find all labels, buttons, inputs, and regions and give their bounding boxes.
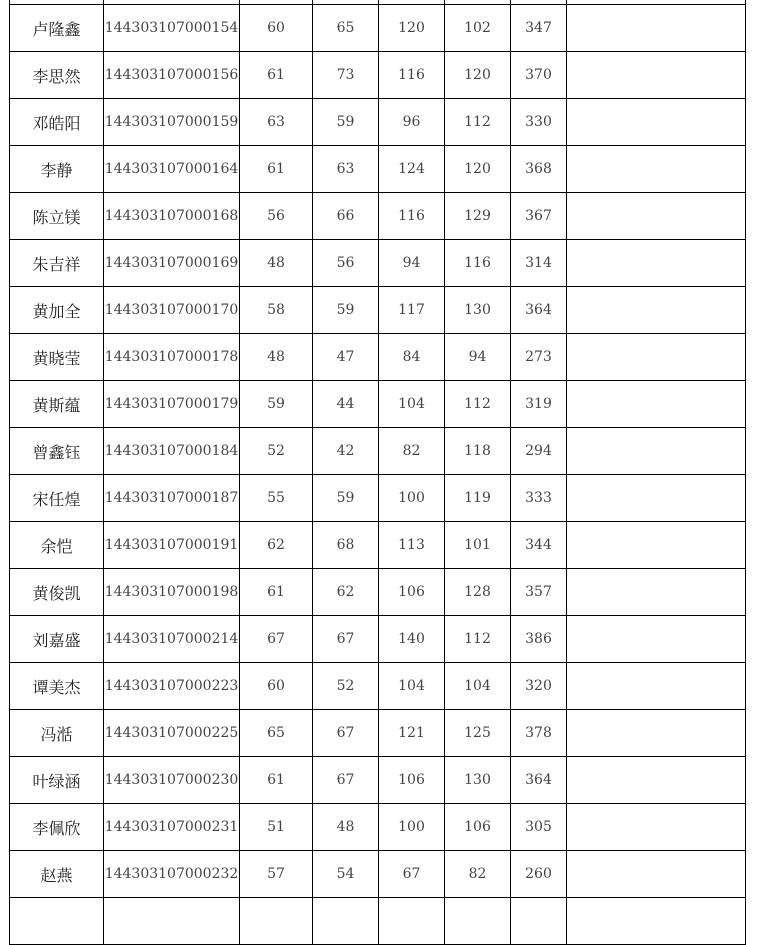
student-name: 叶绿涵 xyxy=(10,757,104,804)
student-name: 卢隆鑫 xyxy=(10,5,104,52)
score-1: 48 xyxy=(240,334,313,381)
candidate-id: 144303107000184 xyxy=(104,428,240,475)
total-score: 364 xyxy=(511,757,567,804)
student-name: 黄晓莹 xyxy=(10,334,104,381)
score-1: 60 xyxy=(240,5,313,52)
score-4: 112 xyxy=(445,616,511,663)
table-row xyxy=(10,428,746,475)
total-score: 294 xyxy=(511,428,567,475)
candidate-id: 144303107000159 xyxy=(104,99,240,146)
table-row xyxy=(10,381,746,428)
total-score: 273 xyxy=(511,334,567,381)
candidate-id: 144303107000170 xyxy=(104,287,240,334)
student-name: 邓皓阳 xyxy=(10,99,104,146)
partial-cell xyxy=(240,898,313,945)
score-4: 129 xyxy=(445,193,511,240)
score-3: 82 xyxy=(379,428,445,475)
partial-cell xyxy=(104,898,240,945)
total-score: 319 xyxy=(511,381,567,428)
score-3: 100 xyxy=(379,804,445,851)
total-score: 320 xyxy=(511,663,567,710)
table-row xyxy=(10,804,746,851)
total-score: 378 xyxy=(511,710,567,757)
table-row xyxy=(10,287,746,334)
note-cell xyxy=(567,757,746,804)
score-2: 47 xyxy=(313,334,379,381)
total-score: 357 xyxy=(511,569,567,616)
total-score: 347 xyxy=(511,5,567,52)
score-2: 65 xyxy=(313,5,379,52)
score-4: 82 xyxy=(445,851,511,898)
score-4: 118 xyxy=(445,428,511,475)
note-cell xyxy=(567,663,746,710)
table-row xyxy=(10,193,746,240)
score-3: 94 xyxy=(379,240,445,287)
total-score: 344 xyxy=(511,522,567,569)
note-cell xyxy=(567,5,746,52)
score-1: 56 xyxy=(240,193,313,240)
score-4: 106 xyxy=(445,804,511,851)
candidate-id: 144303107000225 xyxy=(104,710,240,757)
score-2: 62 xyxy=(313,569,379,616)
table-row xyxy=(10,710,746,757)
score-1: 57 xyxy=(240,851,313,898)
table-row xyxy=(10,146,746,193)
student-name: 黄斯蕴 xyxy=(10,381,104,428)
student-name: 冯湉 xyxy=(10,710,104,757)
partial-cell xyxy=(313,898,379,945)
score-3: 121 xyxy=(379,710,445,757)
student-name: 刘嘉盛 xyxy=(10,616,104,663)
total-score: 367 xyxy=(511,193,567,240)
note-cell xyxy=(567,851,746,898)
score-4: 112 xyxy=(445,381,511,428)
score-table xyxy=(9,0,746,945)
note-cell xyxy=(567,804,746,851)
note-cell xyxy=(567,710,746,757)
score-3: 100 xyxy=(379,475,445,522)
score-1: 61 xyxy=(240,52,313,99)
table-row xyxy=(10,569,746,616)
total-score: 330 xyxy=(511,99,567,146)
table-row xyxy=(10,851,746,898)
candidate-id: 144303107000232 xyxy=(104,851,240,898)
score-1: 61 xyxy=(240,757,313,804)
note-cell xyxy=(567,146,746,193)
note-cell xyxy=(567,569,746,616)
note-cell xyxy=(567,240,746,287)
score-4: 119 xyxy=(445,475,511,522)
score-3: 67 xyxy=(379,851,445,898)
total-score: 386 xyxy=(511,616,567,663)
score-3: 96 xyxy=(379,99,445,146)
partial-cell xyxy=(567,898,746,945)
score-2: 66 xyxy=(313,193,379,240)
note-cell xyxy=(567,428,746,475)
score-2: 48 xyxy=(313,804,379,851)
score-1: 63 xyxy=(240,99,313,146)
candidate-id: 144303107000231 xyxy=(104,804,240,851)
score-4: 128 xyxy=(445,569,511,616)
student-name: 曾鑫钰 xyxy=(10,428,104,475)
candidate-id: 144303107000179 xyxy=(104,381,240,428)
table-row xyxy=(10,52,746,99)
score-3: 104 xyxy=(379,663,445,710)
student-name: 谭美杰 xyxy=(10,663,104,710)
candidate-id: 144303107000198 xyxy=(104,569,240,616)
note-cell xyxy=(567,99,746,146)
table-row xyxy=(10,475,746,522)
score-4: 130 xyxy=(445,287,511,334)
score-4: 130 xyxy=(445,757,511,804)
score-3: 116 xyxy=(379,52,445,99)
table-row xyxy=(10,5,746,52)
candidate-id: 144303107000214 xyxy=(104,616,240,663)
candidate-id: 144303107000169 xyxy=(104,240,240,287)
score-4: 120 xyxy=(445,146,511,193)
score-1: 61 xyxy=(240,569,313,616)
student-name: 宋任煌 xyxy=(10,475,104,522)
score-4: 104 xyxy=(445,663,511,710)
partial-cell xyxy=(511,898,567,945)
student-name: 李佩欣 xyxy=(10,804,104,851)
score-1: 60 xyxy=(240,663,313,710)
note-cell xyxy=(567,475,746,522)
total-score: 260 xyxy=(511,851,567,898)
score-2: 67 xyxy=(313,757,379,804)
score-3: 104 xyxy=(379,381,445,428)
score-2: 56 xyxy=(313,240,379,287)
score-1: 52 xyxy=(240,428,313,475)
score-1: 51 xyxy=(240,804,313,851)
total-score: 364 xyxy=(511,287,567,334)
score-1: 48 xyxy=(240,240,313,287)
partial-cell xyxy=(379,898,445,945)
candidate-id: 144303107000156 xyxy=(104,52,240,99)
score-2: 59 xyxy=(313,287,379,334)
table-row xyxy=(10,616,746,663)
score-3: 117 xyxy=(379,287,445,334)
score-2: 68 xyxy=(313,522,379,569)
note-cell xyxy=(567,52,746,99)
table-row xyxy=(10,240,746,287)
total-score: 305 xyxy=(511,804,567,851)
score-2: 59 xyxy=(313,475,379,522)
total-score: 314 xyxy=(511,240,567,287)
note-cell xyxy=(567,193,746,240)
score-4: 101 xyxy=(445,522,511,569)
candidate-id: 144303107000168 xyxy=(104,193,240,240)
student-name: 余恺 xyxy=(10,522,104,569)
note-cell xyxy=(567,616,746,663)
table-row xyxy=(10,663,746,710)
note-cell xyxy=(567,287,746,334)
total-score: 370 xyxy=(511,52,567,99)
candidate-id: 144303107000187 xyxy=(104,475,240,522)
student-name: 赵燕 xyxy=(10,851,104,898)
table-row xyxy=(10,334,746,381)
candidate-id: 144303107000223 xyxy=(104,663,240,710)
score-2: 52 xyxy=(313,663,379,710)
score-1: 65 xyxy=(240,710,313,757)
total-score: 368 xyxy=(511,146,567,193)
score-4: 125 xyxy=(445,710,511,757)
table-row xyxy=(10,99,746,146)
score-table-body xyxy=(10,0,746,945)
candidate-id: 144303107000178 xyxy=(104,334,240,381)
score-1: 61 xyxy=(240,146,313,193)
candidate-id: 144303107000164 xyxy=(104,146,240,193)
score-3: 106 xyxy=(379,757,445,804)
score-2: 59 xyxy=(313,99,379,146)
candidate-id: 144303107000154 xyxy=(104,5,240,52)
score-3: 116 xyxy=(379,193,445,240)
score-3: 120 xyxy=(379,5,445,52)
score-3: 124 xyxy=(379,146,445,193)
partial-cell xyxy=(445,898,511,945)
student-name: 黄俊凯 xyxy=(10,569,104,616)
student-name: 李思然 xyxy=(10,52,104,99)
score-1: 67 xyxy=(240,616,313,663)
table-row xyxy=(10,522,746,569)
score-3: 113 xyxy=(379,522,445,569)
score-3: 140 xyxy=(379,616,445,663)
score-2: 67 xyxy=(313,616,379,663)
note-cell xyxy=(567,334,746,381)
score-3: 84 xyxy=(379,334,445,381)
score-3: 106 xyxy=(379,569,445,616)
note-cell xyxy=(567,381,746,428)
score-4: 116 xyxy=(445,240,511,287)
score-2: 44 xyxy=(313,381,379,428)
partial-cell xyxy=(10,898,104,945)
score-2: 73 xyxy=(313,52,379,99)
table-row xyxy=(10,757,746,804)
candidate-id: 144303107000230 xyxy=(104,757,240,804)
candidate-id: 144303107000191 xyxy=(104,522,240,569)
student-name: 黄加全 xyxy=(10,287,104,334)
score-4: 102 xyxy=(445,5,511,52)
score-1: 55 xyxy=(240,475,313,522)
score-2: 54 xyxy=(313,851,379,898)
score-4: 94 xyxy=(445,334,511,381)
score-4: 112 xyxy=(445,99,511,146)
score-2: 63 xyxy=(313,146,379,193)
note-cell xyxy=(567,522,746,569)
score-2: 67 xyxy=(313,710,379,757)
student-name: 朱吉祥 xyxy=(10,240,104,287)
table-row-partial-bottom xyxy=(10,898,746,945)
score-1: 59 xyxy=(240,381,313,428)
student-name: 陈立镁 xyxy=(10,193,104,240)
score-2: 42 xyxy=(313,428,379,475)
score-sheet xyxy=(9,0,745,945)
score-1: 58 xyxy=(240,287,313,334)
student-name: 李静 xyxy=(10,146,104,193)
total-score: 333 xyxy=(511,475,567,522)
score-4: 120 xyxy=(445,52,511,99)
score-1: 62 xyxy=(240,522,313,569)
